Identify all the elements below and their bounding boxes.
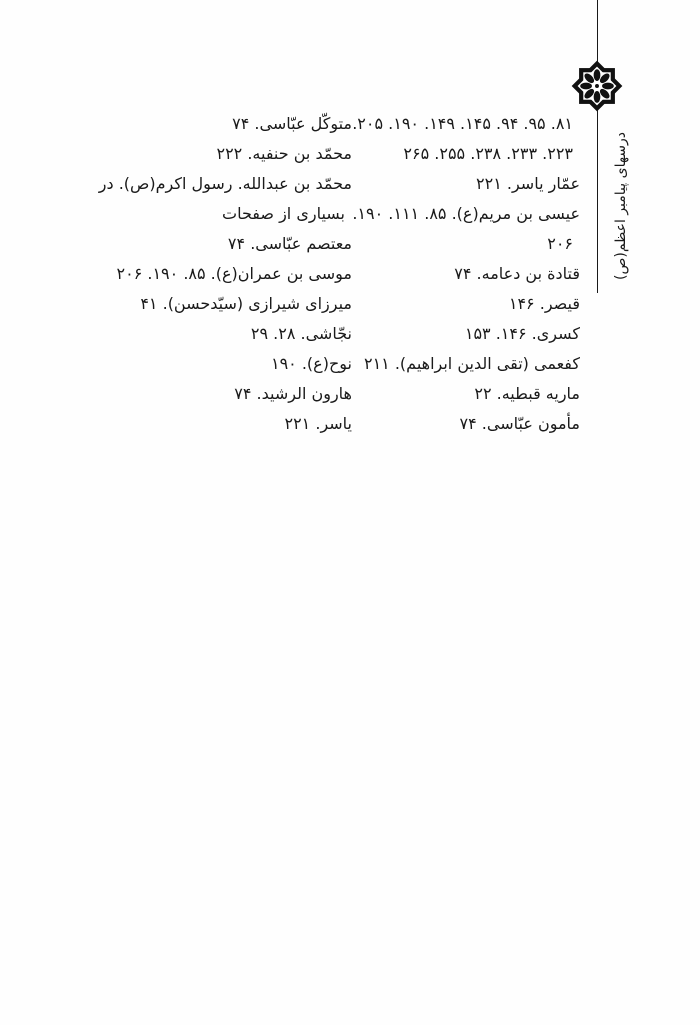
index-entry-line: محمّد بن عبدالله. رسول اکرم(ص). در: [98, 174, 352, 193]
eight-pointed-star-icon: [569, 58, 625, 114]
index-entry-line: یاسر. ۲۲۱: [284, 414, 352, 433]
index-entry-line: معتصم عبّاسی. ۷۴: [227, 234, 352, 253]
index-entry-line: قیصر. ۱۴۶: [508, 294, 580, 313]
margin-rule: [597, 0, 598, 293]
index-entry-line: میرزای شیرازی (سیّدحسن). ۴۱: [140, 294, 352, 313]
index-entry-line: ۲۲۳. ۲۳۳. ۲۳۸. ۲۵۵. ۲۶۵: [403, 144, 573, 163]
book-title-vertical: درسهای پیامبر اعظم(ص): [613, 131, 629, 281]
index-entry-line: متوکّل عبّاسی. ۷۴: [232, 114, 352, 133]
index-column-left: [60, 109, 352, 439]
index-entry-line: قتادة بن دعامه. ۷۴: [454, 264, 580, 283]
index-entry-line: عیسی بن مریم(ع). ۸۵. ۱۱۱. ۱۹۰.: [352, 204, 580, 223]
index-entry-line: موسی بن عمران(ع). ۸۵. ۱۹۰. ۲۰۶: [116, 264, 352, 283]
index-entry-line: مأمون عبّاسی. ۷۴: [459, 414, 580, 433]
index-entry-line: هارون الرشید. ۷۴: [234, 384, 352, 403]
index-entry-line: عمّار یاسر. ۲۲۱: [476, 174, 580, 193]
index-entry-line: ۸۱. ۹۵. ۹۴. ۱۴۵. ۱۴۹. ۱۹۰. ۲۰۵.: [352, 114, 573, 133]
index-entry-line: ماریه قبطیه. ۲۲: [474, 384, 580, 403]
index-entry-line: نجّاشی. ۲۸. ۲۹: [250, 324, 352, 343]
index-entry-line: کفعمی (تقی الدین ابراهیم). ۲۱۱: [363, 354, 580, 373]
index-entry-line: محمّد بن حنفیه. ۲۲۲: [216, 144, 352, 163]
index-entry-line: کسری. ۱۴۶. ۱۵۳: [464, 324, 580, 343]
index-entry-line: ۲۰۶: [547, 234, 573, 253]
index-entry-line: نوح(ع). ۱۹۰: [270, 354, 352, 373]
index-entry-line: بسیاری از صفحات: [222, 204, 345, 223]
